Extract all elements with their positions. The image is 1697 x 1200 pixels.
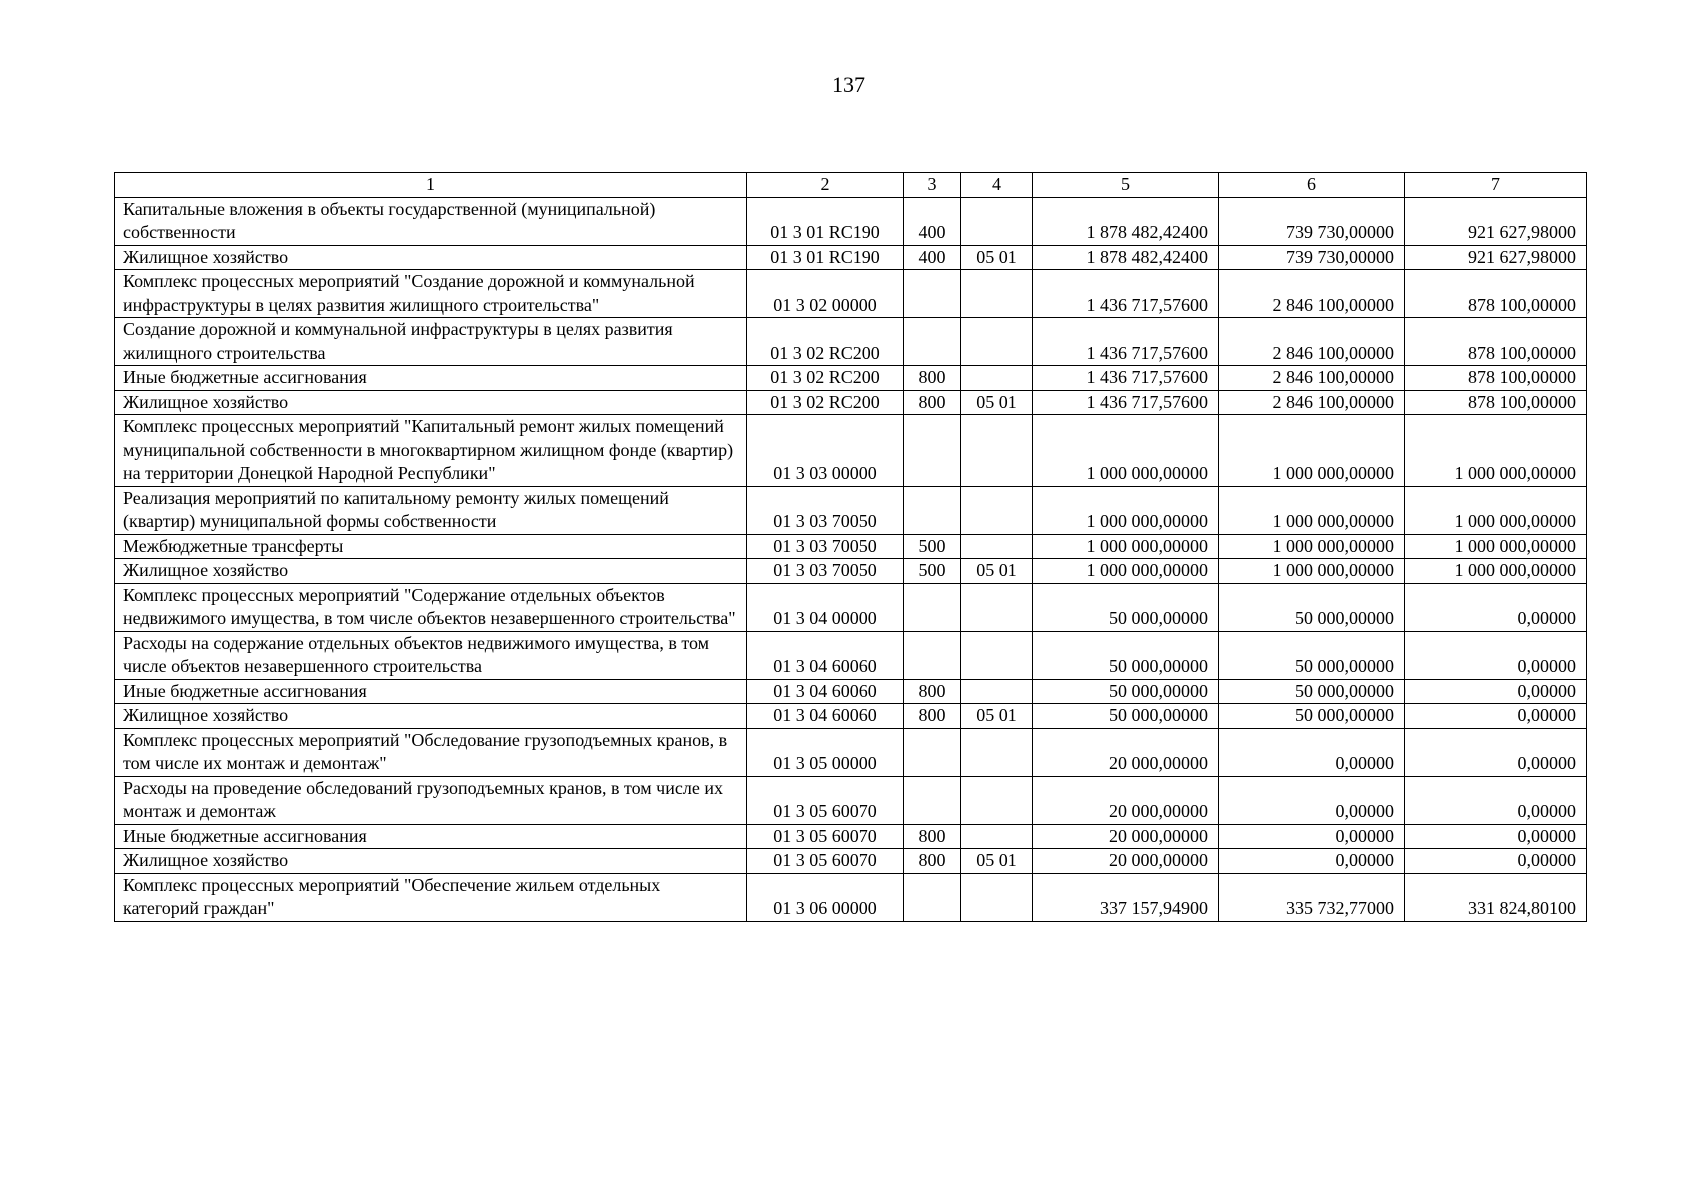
table-row [115, 318, 1587, 366]
program-code-cell: 01 3 02 00000 [747, 270, 904, 318]
amount-col7-cell: 0,00000 [1405, 849, 1587, 874]
row-name-cell: Иные бюджетные ассигнования [115, 824, 747, 849]
table-row [115, 631, 1587, 679]
amount-col6-cell: 1 000 000,00000 [1219, 534, 1405, 559]
amount-col5-cell: 1 436 717,57600 [1033, 390, 1219, 415]
amount-col5-cell: 1 878 482,42400 [1033, 245, 1219, 270]
amount-col7-cell: 1 000 000,00000 [1405, 486, 1587, 534]
program-code-cell: 01 3 03 00000 [747, 415, 904, 487]
section-cell: 05 01 [961, 559, 1033, 584]
program-code-cell: 01 3 01 RC190 [747, 197, 904, 245]
column-header: 2 [747, 173, 904, 198]
column-header: 5 [1033, 173, 1219, 198]
column-header: 4 [961, 173, 1033, 198]
table-row [115, 486, 1587, 534]
section-cell [961, 679, 1033, 704]
section-cell [961, 366, 1033, 391]
amount-col7-cell: 878 100,00000 [1405, 318, 1587, 366]
amount-col6-cell: 739 730,00000 [1219, 197, 1405, 245]
amount-col5-cell: 20 000,00000 [1033, 849, 1219, 874]
row-name-cell: Комплекс процессных мероприятий "Капитальный ремонт жилых помещений муниципальной собственности в многоквартирном жилищном фонде (квартир) на территории Донецкой Народной Республики" [115, 415, 747, 487]
amount-col6-cell: 50 000,00000 [1219, 679, 1405, 704]
row-name-cell: Расходы на содержание отдельных объектов недвижимого имущества, в том числе объектов незавершенного строительства [115, 631, 747, 679]
row-name-cell: Жилищное хозяйство [115, 704, 747, 729]
section-cell: 05 01 [961, 390, 1033, 415]
amount-col7-cell: 1 000 000,00000 [1405, 559, 1587, 584]
amount-col6-cell: 2 846 100,00000 [1219, 318, 1405, 366]
amount-col7-cell: 0,00000 [1405, 583, 1587, 631]
table-row [115, 245, 1587, 270]
table-row [115, 679, 1587, 704]
table-row [115, 849, 1587, 874]
expense-type-cell: 800 [904, 704, 961, 729]
expense-type-cell: 800 [904, 824, 961, 849]
expense-type-cell [904, 728, 961, 776]
table-row [115, 270, 1587, 318]
program-code-cell: 01 3 02 RC200 [747, 318, 904, 366]
table-row [115, 415, 1587, 487]
amount-col5-cell: 50 000,00000 [1033, 583, 1219, 631]
section-cell: 05 01 [961, 245, 1033, 270]
table-header-row [115, 173, 1587, 198]
row-name-cell: Жилищное хозяйство [115, 559, 747, 584]
amount-col7-cell: 878 100,00000 [1405, 390, 1587, 415]
section-cell [961, 728, 1033, 776]
expense-type-cell: 400 [904, 197, 961, 245]
program-code-cell: 01 3 01 RC190 [747, 245, 904, 270]
amount-col6-cell: 50 000,00000 [1219, 704, 1405, 729]
amount-col6-cell: 739 730,00000 [1219, 245, 1405, 270]
row-name-cell: Иные бюджетные ассигнования [115, 366, 747, 391]
amount-col5-cell: 1 000 000,00000 [1033, 559, 1219, 584]
expense-type-cell: 500 [904, 534, 961, 559]
section-cell [961, 824, 1033, 849]
expense-type-cell [904, 631, 961, 679]
section-cell [961, 776, 1033, 824]
table-row [115, 390, 1587, 415]
table-row [115, 583, 1587, 631]
amount-col6-cell: 0,00000 [1219, 728, 1405, 776]
amount-col6-cell: 335 732,77000 [1219, 873, 1405, 921]
expense-type-cell [904, 776, 961, 824]
row-name-cell: Реализация мероприятий по капитальному ремонту жилых помещений (квартир) муниципальной формы собственности [115, 486, 747, 534]
amount-col5-cell: 20 000,00000 [1033, 824, 1219, 849]
amount-col6-cell: 0,00000 [1219, 776, 1405, 824]
expense-type-cell: 800 [904, 366, 961, 391]
expense-type-cell [904, 486, 961, 534]
amount-col5-cell: 50 000,00000 [1033, 704, 1219, 729]
expense-type-cell [904, 318, 961, 366]
expense-type-cell: 800 [904, 390, 961, 415]
program-code-cell: 01 3 04 60060 [747, 704, 904, 729]
table-row [115, 776, 1587, 824]
row-name-cell: Жилищное хозяйство [115, 245, 747, 270]
amount-col6-cell: 0,00000 [1219, 824, 1405, 849]
table-row [115, 728, 1587, 776]
amount-col6-cell: 0,00000 [1219, 849, 1405, 874]
expense-type-cell [904, 583, 961, 631]
column-header: 6 [1219, 173, 1405, 198]
row-name-cell: Жилищное хозяйство [115, 849, 747, 874]
program-code-cell: 01 3 05 00000 [747, 728, 904, 776]
amount-col5-cell: 20 000,00000 [1033, 776, 1219, 824]
program-code-cell: 01 3 02 RC200 [747, 390, 904, 415]
program-code-cell: 01 3 04 60060 [747, 631, 904, 679]
program-code-cell: 01 3 04 00000 [747, 583, 904, 631]
expense-type-cell [904, 270, 961, 318]
amount-col5-cell: 337 157,94900 [1033, 873, 1219, 921]
row-name-cell: Комплекс процессных мероприятий "Создание дорожной и коммунальной инфраструктуры в целях развития жилищного строительства" [115, 270, 747, 318]
amount-col7-cell: 0,00000 [1405, 728, 1587, 776]
row-name-cell: Жилищное хозяйство [115, 390, 747, 415]
column-header: 7 [1405, 173, 1587, 198]
amount-col7-cell: 921 627,98000 [1405, 197, 1587, 245]
section-cell [961, 486, 1033, 534]
program-code-cell: 01 3 02 RC200 [747, 366, 904, 391]
row-name-cell: Межбюджетные трансферты [115, 534, 747, 559]
amount-col6-cell: 2 846 100,00000 [1219, 390, 1405, 415]
column-header: 1 [115, 173, 747, 198]
amount-col6-cell: 1 000 000,00000 [1219, 559, 1405, 584]
amount-col6-cell: 2 846 100,00000 [1219, 366, 1405, 391]
program-code-cell: 01 3 03 70050 [747, 486, 904, 534]
amount-col6-cell: 1 000 000,00000 [1219, 415, 1405, 487]
table-row [115, 873, 1587, 921]
amount-col7-cell: 878 100,00000 [1405, 366, 1587, 391]
amount-col7-cell: 331 824,80100 [1405, 873, 1587, 921]
amount-col6-cell: 1 000 000,00000 [1219, 486, 1405, 534]
amount-col7-cell: 0,00000 [1405, 704, 1587, 729]
expense-type-cell: 400 [904, 245, 961, 270]
row-name-cell: Комплекс процессных мероприятий "Содержание отдельных объектов недвижимого имущества, в том числе объектов незавершенного строительства" [115, 583, 747, 631]
section-cell [961, 318, 1033, 366]
program-code-cell: 01 3 04 60060 [747, 679, 904, 704]
amount-col7-cell: 1 000 000,00000 [1405, 415, 1587, 487]
row-name-cell: Капитальные вложения в объекты государственной (муниципальной) собственности [115, 197, 747, 245]
amount-col7-cell: 921 627,98000 [1405, 245, 1587, 270]
table-row [115, 197, 1587, 245]
section-cell [961, 873, 1033, 921]
row-name-cell: Комплекс процессных мероприятий "Обеспечение жильем отдельных категорий граждан" [115, 873, 747, 921]
amount-col6-cell: 2 846 100,00000 [1219, 270, 1405, 318]
column-header: 3 [904, 173, 961, 198]
row-name-cell: Расходы на проведение обследований грузоподъемных кранов, в том числе их монтаж и демонтаж [115, 776, 747, 824]
program-code-cell: 01 3 05 60070 [747, 776, 904, 824]
amount-col5-cell: 1 000 000,00000 [1033, 486, 1219, 534]
amount-col5-cell: 1 436 717,57600 [1033, 318, 1219, 366]
program-code-cell: 01 3 06 00000 [747, 873, 904, 921]
section-cell [961, 415, 1033, 487]
expense-type-cell [904, 415, 961, 487]
amount-col7-cell: 878 100,00000 [1405, 270, 1587, 318]
row-name-cell: Иные бюджетные ассигнования [115, 679, 747, 704]
amount-col7-cell: 0,00000 [1405, 631, 1587, 679]
amount-col5-cell: 50 000,00000 [1033, 631, 1219, 679]
table-row [115, 366, 1587, 391]
amount-col5-cell: 1 878 482,42400 [1033, 197, 1219, 245]
page-number: 137 [832, 72, 865, 97]
amount-col5-cell: 20 000,00000 [1033, 728, 1219, 776]
expense-type-cell [904, 873, 961, 921]
section-cell [961, 197, 1033, 245]
row-name-cell: Комплекс процессных мероприятий "Обследование грузоподъемных кранов, в том числе их монтаж и демонтаж" [115, 728, 747, 776]
amount-col5-cell: 1 436 717,57600 [1033, 270, 1219, 318]
amount-col5-cell: 1 000 000,00000 [1033, 415, 1219, 487]
amount-col5-cell: 1 436 717,57600 [1033, 366, 1219, 391]
expense-type-cell: 800 [904, 849, 961, 874]
program-code-cell: 01 3 05 60070 [747, 824, 904, 849]
table-row [115, 824, 1587, 849]
table-row [115, 559, 1587, 584]
amount-col5-cell: 1 000 000,00000 [1033, 534, 1219, 559]
table-row [115, 704, 1587, 729]
expense-type-cell: 800 [904, 679, 961, 704]
program-code-cell: 01 3 05 60070 [747, 849, 904, 874]
row-name-cell: Создание дорожной и коммунальной инфраструктуры в целях развития жилищного строительства [115, 318, 747, 366]
amount-col6-cell: 50 000,00000 [1219, 631, 1405, 679]
table-row [115, 534, 1587, 559]
budget-table [114, 172, 1587, 922]
section-cell [961, 631, 1033, 679]
section-cell [961, 583, 1033, 631]
amount-col7-cell: 0,00000 [1405, 776, 1587, 824]
amount-col7-cell: 0,00000 [1405, 679, 1587, 704]
section-cell [961, 534, 1033, 559]
section-cell: 05 01 [961, 849, 1033, 874]
program-code-cell: 01 3 03 70050 [747, 559, 904, 584]
program-code-cell: 01 3 03 70050 [747, 534, 904, 559]
amount-col7-cell: 1 000 000,00000 [1405, 534, 1587, 559]
section-cell: 05 01 [961, 704, 1033, 729]
expense-type-cell: 500 [904, 559, 961, 584]
section-cell [961, 270, 1033, 318]
amount-col6-cell: 50 000,00000 [1219, 583, 1405, 631]
amount-col5-cell: 50 000,00000 [1033, 679, 1219, 704]
amount-col7-cell: 0,00000 [1405, 824, 1587, 849]
